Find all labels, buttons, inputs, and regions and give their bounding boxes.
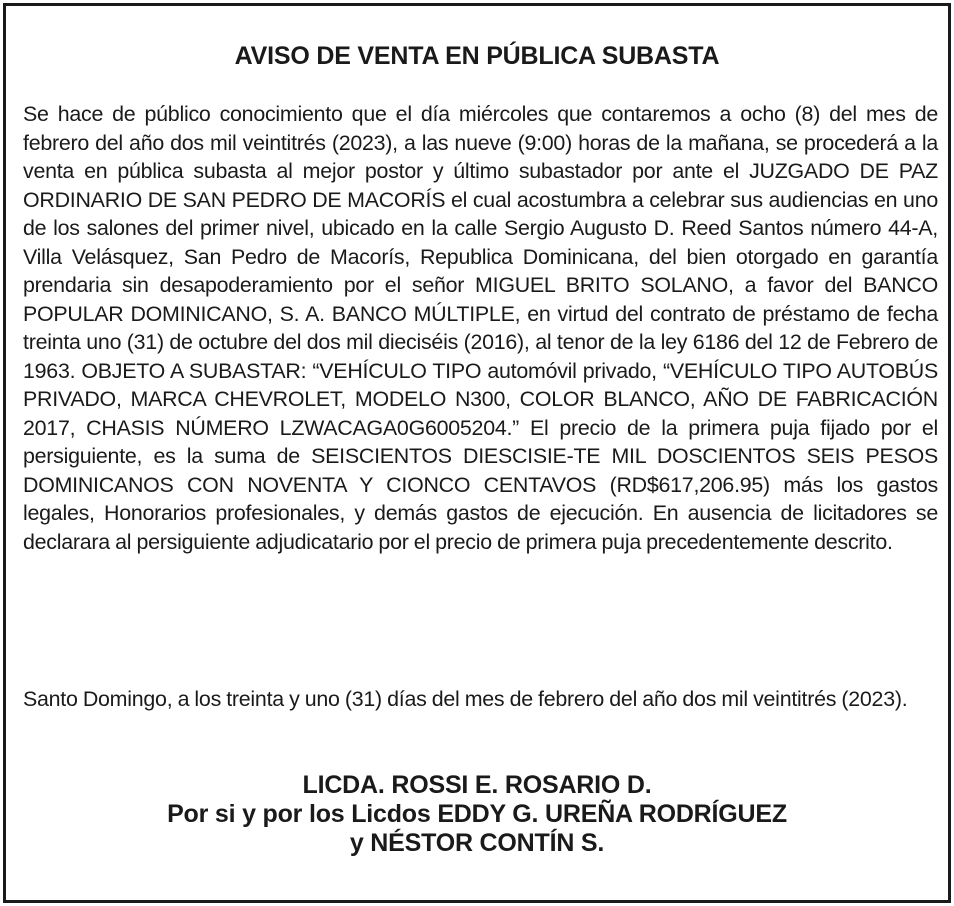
notice-body: Se hace de público conocimiento que el día miércoles que contaremos a ocho (8) del mes de febrero del año dos mil veintitrés (2023), a las nueve (9:00) horas de la mañana, se procederá a la venta en pública subasta al mejor postor y último subastador por ante el JUZGADO DE PAZ ORDINARIO DE SAN PEDRO DE MACORÍS el cual acostumbra a celebrar sus audiencias en uno de los salones del primer nivel, ubicado en la calle Sergio Augusto D. Reed Santos número 44-A, Villa Velásquez, San Pedro de Macorís, Republica Dominicana, del bien otorgado en garantía prendaria sin desapoderamiento por el señor MIGUEL BRITO SOLANO, a favor del BANCO POPULAR DOMINICANO, S. A. BANCO MÚLTIPLE, en virtud del contrato de préstamo de fecha treinta uno (31) de octubre del dos mil dieciséis (2016), al tenor de la ley 6186 del 12 de Febrero de 1963. OBJETO A SUBASTAR: “VEHÍCULO TIPO automóvil privado, “VEHÍCULO TIPO AUTOBÚS PRIVADO, MARCA CHEVROLET, MODELO N300, COLOR BLANCO, AÑO DE FABRICACIÓN 2017, CHASIS NÚMERO LZWACAGA0G6005204.” El precio de la primera puja fijado por el persiguiente, es la suma de SEISCIENTOS DIESCISIE-TE MIL DOSCIENTOS SEIS PESOS DOMINICANOS CON NOVENTA Y CIONCO CENTAVOS (RD$617,206.95) más los gastos legales, Honorarios profesionales, y demás gastos de ejecución. En ausencia de licitadores se declarara al persiguiente adjudicatario por el precio de primera puja precedentemente descrito. bbox=[23, 102, 938, 554]
auction-notice bbox=[3, 3, 951, 903]
notice-closing: Santo Domingo, a los treinta y uno (31) días del mes de febrero del año dos mil veintitrés (2023). bbox=[23, 687, 908, 711]
signature-block bbox=[6, 771, 948, 858]
signature-line-3: y NÉSTOR CONTÍN S. bbox=[349, 829, 605, 857]
notice-title: AVISO DE VENTA EN PÚBLICA SUBASTA bbox=[234, 42, 720, 70]
signature-line-2: Por si y por los Licdos EDDY G. UREÑA RODRÍGUEZ bbox=[167, 800, 787, 828]
signature-line-1: LICDA. ROSSI E. ROSARIO D. bbox=[302, 771, 652, 799]
